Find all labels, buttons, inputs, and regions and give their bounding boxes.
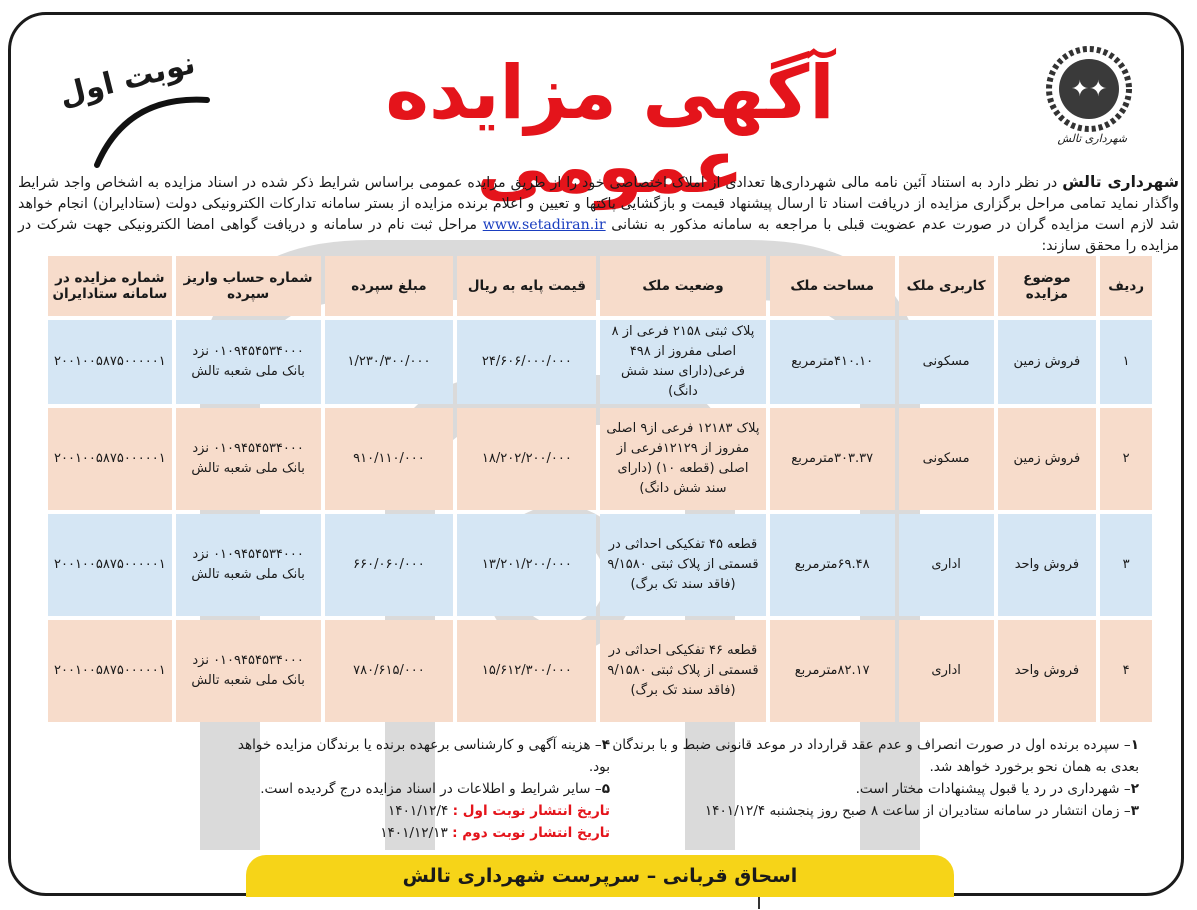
col-header-auction-no: شماره مزایده در سامانه ستادایران	[48, 256, 172, 316]
notes-left	[220, 734, 610, 844]
cell-status: قطعه ۴۶ تفکیکی احداثی در قسمتی از پلاک ثبتی ۹/۱۵۸۰ (فاقد سند تک برگ)	[600, 620, 765, 722]
cell-deposit: ۹۱۰/۱۱۰/۰۰۰	[325, 408, 454, 510]
setadiran-link[interactable]: www.setadiran.ir	[482, 217, 606, 233]
cell-usage: مسکونی	[899, 408, 994, 510]
col-header-status: وضعیت ملک	[600, 256, 765, 316]
note-2: ۲– شهرداری در رد یا قبول پیشنهادات مختار است.	[855, 781, 1139, 797]
cell-account: ۰۱۰۹۴۵۴۵۳۴۰۰۰ نزد بانک ملی شعبه تالش	[176, 320, 321, 404]
page-title: آگهی مزایده عمومی	[385, 50, 835, 210]
logo-caption: شهرداری تالش	[1057, 132, 1127, 145]
cell-deposit: ۷۸۰/۶۱۵/۰۰۰	[325, 620, 454, 722]
col-header-subject: موضوع مزایده	[998, 256, 1097, 316]
table-row	[48, 620, 1152, 722]
turn-arc-icon	[92, 80, 212, 170]
cell-row: ۱	[1100, 320, 1152, 404]
col-header-usage: کاربری ملک	[899, 256, 994, 316]
cell-area: ۴۱۰.۱۰مترمربع	[770, 320, 895, 404]
cell-auction-no: ۲۰۰۱۰۰۵۸۷۵۰۰۰۰۰۱	[48, 408, 172, 510]
col-header-account: شماره حساب واریز سپرده	[176, 256, 321, 316]
cell-base-price: ۱۵/۶۱۲/۳۰۰/۰۰۰	[457, 620, 596, 722]
col-header-area: مساحت ملک	[770, 256, 895, 316]
cell-account: ۰۱۰۹۴۵۴۵۳۴۰۰۰ نزد بانک ملی شعبه تالش	[176, 514, 321, 616]
note-5: ۵– سایر شرایط و اطلاعات در اسناد مزایده درج گردیده است.	[260, 781, 610, 797]
cell-auction-no: ۲۰۰۱۰۰۵۸۷۵۰۰۰۰۰۱	[48, 320, 172, 404]
cell-account: ۰۱۰۹۴۵۴۵۳۴۰۰۰ نزد بانک ملی شعبه تالش	[176, 620, 321, 722]
cell-deposit: ۶۶۰/۰۶۰/۰۰۰	[325, 514, 454, 616]
note-4: ۴– هزینه آگهی و کارشناسی برعهده برنده یا برندگان مزایده خواهد بود.	[237, 737, 610, 775]
publish-date-1: تاریخ انتشار نوبت اول : ۱۴۰۱/۱۲/۴	[387, 803, 610, 819]
table-row	[48, 320, 1152, 404]
cell-account: ۰۱۰۹۴۵۴۵۳۴۰۰۰ نزد بانک ملی شعبه تالش	[176, 408, 321, 510]
cell-usage: مسکونی	[899, 320, 994, 404]
cell-area: ۶۹.۴۸مترمربع	[770, 514, 895, 616]
cell-subject: فروش واحد	[998, 620, 1097, 722]
turn-label: نوبت اول	[55, 45, 199, 114]
cell-deposit: ۱/۲۳۰/۳۰۰/۰۰۰	[325, 320, 454, 404]
intro-text: در نظر دارد به استناد آئین نامه مالی شهرداری‌ها تعدادی از املاک اختصاصی خود را از طریق مزایده عمومی براساس شرایط ذکر شده در اسناد مزایده به اشخاص واجد شرایط واگذار نماید تمامی مراحل برگزاری مزایده از دریافت اسناد تا ارسال پیشنهاد قیمت و بازگشایی پاکتها و تعیین و اعلام برنده مزایده از بستر سامانه تدارکات الکترونیکی دولت (ستادایران) انجام خواهد شد لازم است مزایده گران در صورت عدم عضویت قبلی با مراجعه به سامانه مذکور به نشانی	[18, 175, 1179, 233]
cell-base-price: ۲۴/۶۰۶/۰۰۰/۰۰۰	[457, 320, 596, 404]
cell-usage: اداری	[899, 514, 994, 616]
signature-banner: اسحاق قربانی – سرپرست شهرداری تالش	[246, 855, 954, 897]
cell-auction-no: ۲۰۰۱۰۰۵۸۷۵۰۰۰۰۰۱	[48, 620, 172, 722]
notes-right	[609, 734, 1139, 822]
org-name: شهرداری تالش	[1062, 173, 1179, 191]
cell-subject: فروش زمین	[998, 320, 1097, 404]
publish-date-2: تاریخ انتشار نوبت دوم : ۱۴۰۱/۱۲/۱۳	[380, 825, 610, 841]
table-row	[48, 408, 1152, 510]
cell-base-price: ۱۳/۲۰۱/۲۰۰/۰۰۰	[457, 514, 596, 616]
col-header-base-price: قیمت پایه به ریال	[457, 256, 596, 316]
cell-row: ۲	[1100, 408, 1152, 510]
cell-usage: اداری	[899, 620, 994, 722]
cell-row: ۳	[1100, 514, 1152, 616]
cell-status: پلاک ۱۲۱۸۳ فرعی از۹ اصلی مفروز از ۱۲۱۲۹فرعی از اصلی (قطعه ۱۰) (دارای سند شش دانگ)	[600, 408, 765, 510]
table-row	[48, 514, 1152, 616]
divider	[758, 897, 760, 909]
cell-subject: فروش زمین	[998, 408, 1097, 510]
intro-text-end: مراحل ثبت نام در سامانه و دریافت گواهی امضا الکترونیکی جهت شرکت در مزایده را محقق سازند:	[18, 217, 1179, 254]
cell-status: پلاک ثبتی ۲۱۵۸ فرعی از ۸ اصلی مفروز از ۴۹۸ فرعی(دارای سند شش دانگ)	[600, 320, 765, 404]
col-header-row: ردیف	[1100, 256, 1152, 316]
cell-area: ۳۰۳.۳۷مترمربع	[770, 408, 895, 510]
cell-area: ۸۲.۱۷مترمربع	[770, 620, 895, 722]
col-header-deposit: مبلغ سپرده	[325, 256, 454, 316]
note-1: ۱– سپرده برنده اول در صورت انصراف و عدم عقد قرارداد در موعد قانونی ضبط و با برندگان بعدی به همان نحو برخورد خواهد شد.	[612, 737, 1139, 775]
auction-table	[44, 252, 1156, 726]
cell-row: ۴	[1100, 620, 1152, 722]
table-header-row	[48, 256, 1152, 316]
cell-subject: فروش واحد	[998, 514, 1097, 616]
intro-paragraph	[18, 172, 1179, 257]
cell-auction-no: ۲۰۰۱۰۰۵۸۷۵۰۰۰۰۰۱	[48, 514, 172, 616]
cell-base-price: ۱۸/۲۰۲/۲۰۰/۰۰۰	[457, 408, 596, 510]
svg-text:✦✦: ✦✦	[1070, 77, 1108, 102]
note-3: ۳– زمان انتشار در سامانه ستادیران از ساعت ۸ صبح روز پنجشنبه ۱۴۰۱/۱۲/۴	[704, 803, 1139, 819]
cell-status: قطعه ۴۵ تفکیکی احداثی در قسمتی از پلاک ثبتی ۹/۱۵۸۰ (فاقد سند تک برگ)	[600, 514, 765, 616]
